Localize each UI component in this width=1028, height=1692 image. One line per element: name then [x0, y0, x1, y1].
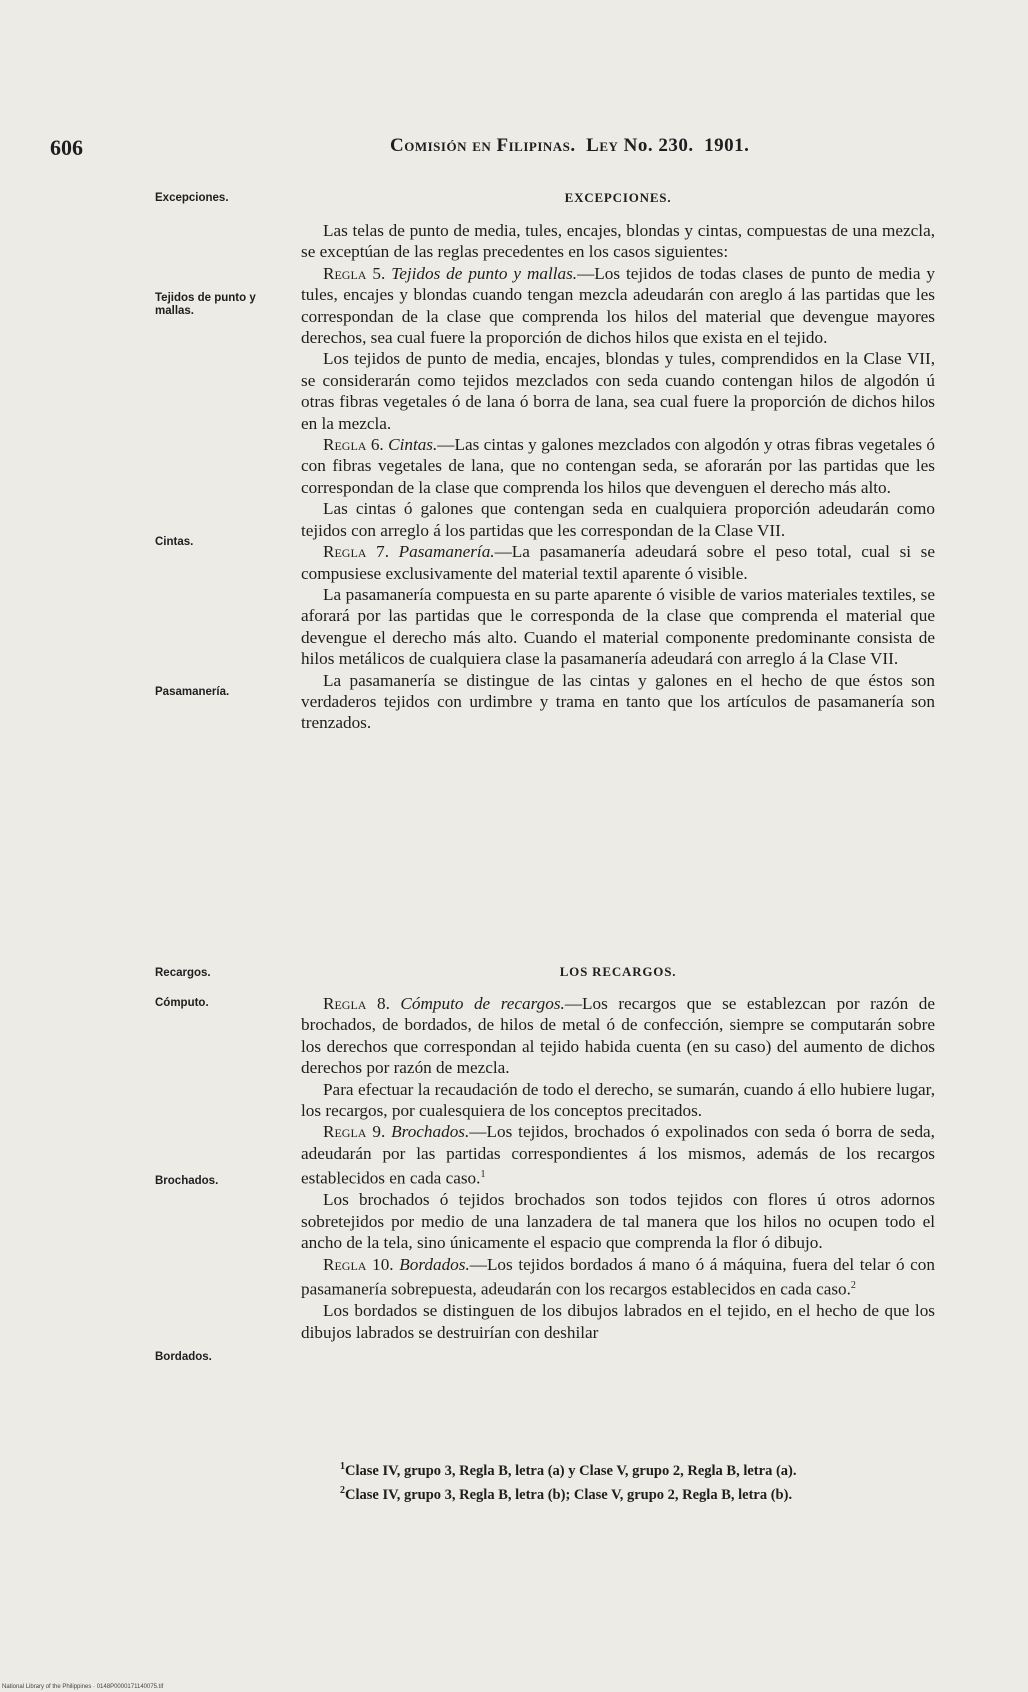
paragraph: Los brochados ó tejidos brochados son todos tejidos con flores ú otros adornos sobretejidos por medio de una lanzadera de tal manera que los hilos no ocupen todo el ancho de la tela, sino únicamente el espacio que comprenda la flor ó dibujo. [301, 1190, 935, 1253]
margin-note-pasamaneria: Pasamanería. [155, 686, 230, 698]
paragraph-regla-7 [301, 541, 935, 584]
regla-title: Pasamanería. [398, 542, 495, 562]
paragraph: Los bordados se distinguen de los dibujos labrados en el tejido, en el hecho de que los dibujos labrados se destruirían con deshilar [301, 1301, 935, 1342]
regla-text: —La pasamanería adeudará sobre el peso total, cual si se compusiese exclusivamente del material textil aparente ó visible. [301, 542, 935, 583]
regla-label: Regla 10. [323, 1254, 394, 1274]
paragraph: Para efectuar la recaudación de todo el derecho, se sumarán, cuando á ello hubiere lugar, los recargos, por cualesquiera de los conceptos precitados. [301, 1079, 935, 1121]
regla-title: Tejidos de punto y mallas. [391, 263, 578, 283]
regla-title: Cómputo de recargos. [400, 994, 565, 1013]
running-head-ley: Ley [586, 135, 619, 156]
regla-label: Regla 5. [323, 263, 386, 283]
regla-title: Bordados. [399, 1254, 470, 1274]
footnote-text: Clase IV, grupo 3, Regla B, letra (a) y Clase V, grupo 2, Regla B, letra (a). [345, 1462, 797, 1479]
section-heading-excepciones: EXCEPCIONES. [564, 190, 672, 205]
paragraph-regla-9 [301, 1121, 935, 1189]
footnote-1 [340, 1457, 940, 1481]
footnote-mark: 2 [340, 1484, 345, 1496]
regla-text: —Los tejidos, brochados ó expolinados con seda ó borra de seda, adeudarán por las partidas correspondientes á los mismos, además de los recargos establecidos en cada caso. [301, 1122, 935, 1188]
regla-title: Cintas. [388, 435, 438, 455]
regla-title: Brochados. [391, 1122, 470, 1142]
paragraph: La pasamanería compuesta en su parte aparente ó visible de varios materiales textiles, se aforará por las partidas que le corresponda de la clase que comprenda el material que devengue el derecho más alto. Cuando el material componente predominante consista de hilos metálicos de cualquiera clase la pasamanería adeudará con arreglo á la Clase VII. [301, 584, 935, 669]
page-number: 606 [50, 135, 83, 160]
regla-text: —Los tejidos bordados á mano ó á máquina, fuera del telar ó con pasamanería sobrepuesta, adeudarán con los recargos establecidos en cada caso. [301, 1254, 935, 1299]
section-heading-recargos: LOS RECARGOS. [559, 964, 677, 979]
margin-note-tejidos: Tejidos de punto y mallas. [155, 292, 256, 317]
margin-note-cintas: Cintas. [155, 536, 194, 548]
running-head-year: 1901. [704, 135, 750, 156]
running-head [390, 135, 749, 157]
margin-note-recargos: Recargos. [155, 967, 211, 979]
regla-label: Regla 7. [323, 542, 389, 562]
margin-note-bordados: Bordados. [155, 1351, 212, 1363]
scan-footer: National Library of the Philippines · 0148P0000171140075.tif [2, 1684, 164, 1690]
regla-label: Regla 8. [323, 994, 390, 1013]
footnote-text: Clase IV, grupo 3, Regla B, letra (b); Clase V, grupo 2, Regla B, letra (b). [345, 1486, 793, 1503]
margin-note-brochados: Brochados. [155, 1175, 219, 1187]
paragraph: Los tejidos de punto de media, encajes, blondas y tules, comprendidos en la Clase VII, se considerarán como tejidos mezclados con seda cuando contengan hilos de algodón ú otras fibras vegetales ó de lana ó borra de lana, sea cual fuere la proporción de dichos hilos en la mezcla. [301, 349, 935, 433]
paragraph: Las cintas ó galones que contengan seda en cualquiera proporción adeudarán como tejidos con arreglo á los partidas que les correspondan de la Clase VII. [301, 499, 935, 540]
paragraph: La pasamanería se distingue de las cintas y galones en el hecho de que éstos son verdaderos tejidos con urdimbre y trama en tanto que los artículos de pasamanería son trenzados. [301, 670, 935, 733]
regla-text: —Los tejidos de todas clases de punto de media y tules, encajes y blondas cuando tengan mezcla adeudarán con areglo á las partidas que les correspondan de la clase que comprenda los hilos del material que devengue mayores derechos, sea cual fuere la proporción de dichos hilos que exista en el tejido. [301, 263, 935, 348]
paragraph-regla-5 [301, 263, 935, 349]
regla-text: —Los recargos que se establezcan por razón de brochados, de bordados, de hilos de metal ó de confección, siempre se computarán sobre los derechos que correspondan al tejido habida cuenta (en su caso) del aumento de dichos derechos por razón de mezcla. [301, 994, 935, 1078]
running-head-en: en [472, 135, 492, 156]
paragraph-regla-6 [301, 434, 935, 498]
regla-text: —Las cintas y galones mezclados con algodón y otras fibras vegetales ó con fibras vegetales de lana, que no contengan seda, se aforarán por las partidas que les correspondan de la clase que comprenda los hilos que devenguen el derecho más alto. [301, 435, 935, 497]
footnote-ref: 2 [850, 1280, 856, 1292]
body-text-recargos [301, 993, 935, 1343]
footnotes [340, 1457, 940, 1505]
paragraph-regla-10 [301, 1254, 935, 1301]
margin-note-excepciones: Excepciones. [155, 192, 229, 204]
paragraph-regla-8 [301, 993, 935, 1079]
footnote-ref: 1 [480, 1169, 486, 1181]
running-head-no: No. 230. [623, 135, 694, 156]
regla-label: Regla 6. [323, 435, 384, 455]
footnote-mark: 1 [340, 1461, 345, 1472]
body-text-excepciones [301, 220, 935, 734]
regla-label: Regla 9. [323, 1122, 386, 1142]
running-head-comision: Comisión [390, 135, 467, 156]
running-head-filipinas: Filipinas. [496, 135, 576, 156]
paragraph: Las telas de punto de media, tules, encajes, blondas y cintas, compuestas de una mezcla, se exceptúan de las reglas precedentes en los casos siguientes: [301, 221, 935, 262]
margin-note-computo: Cómputo. [155, 997, 209, 1009]
footnote-2 [340, 1481, 940, 1505]
